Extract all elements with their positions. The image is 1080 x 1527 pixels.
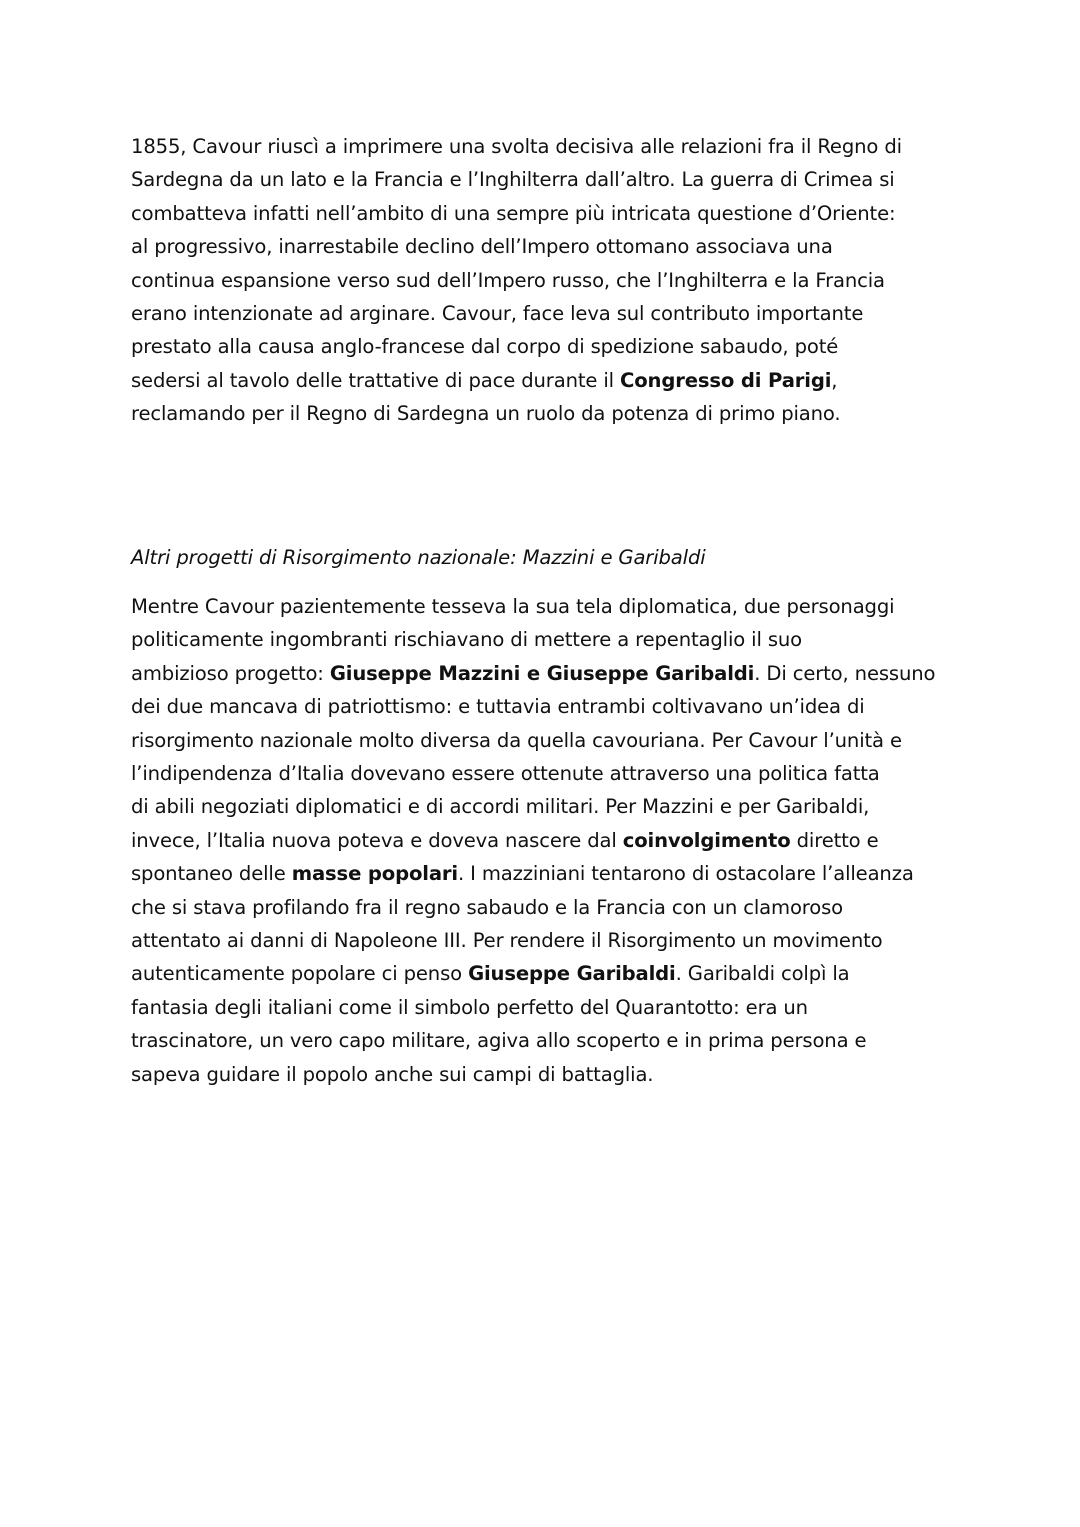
- text-line: [131, 163, 961, 196]
- text-line: [131, 297, 961, 330]
- text-line: [131, 724, 961, 757]
- text-line: [131, 991, 961, 1024]
- text-run: al progressivo, inarrestabile declino dell’Impero ottomano associava una: [131, 235, 833, 259]
- text-line: [131, 197, 961, 230]
- text-run: attentato ai danni di Napoleone III. Per rendere il Risorgimento un movimento: [131, 929, 883, 953]
- bold-text: masse popolari: [291, 862, 458, 886]
- text-line: [131, 364, 961, 397]
- text-run: Mentre Cavour pazientemente tesseva la sua tela diplomatica, due personaggi: [131, 595, 895, 618]
- text-line: [131, 957, 961, 990]
- text-run: reclamando per il Regno di Sardegna un ruolo da potenza di primo piano.: [131, 402, 841, 426]
- text-run: combatteva infatti nell’ambito di una sempre più intricata questione d’Oriente:: [131, 201, 896, 225]
- text-line: [131, 330, 961, 363]
- text-line: [131, 757, 961, 790]
- text-line: [131, 657, 961, 690]
- text-run: invece, l’Italia nuova poteva e doveva nascere dal: [131, 828, 623, 852]
- text-run: prestato alla causa anglo-francese dal corpo di spedizione sabaudo, poté: [131, 335, 839, 359]
- text-line: [131, 230, 961, 263]
- bold-text: coinvolgimento: [622, 828, 791, 852]
- text-line: [131, 590, 961, 623]
- text-run: spontaneo delle: [131, 862, 292, 886]
- text-line: [131, 1024, 961, 1057]
- paragraph-mazzini-garibaldi: [131, 590, 961, 1091]
- text-run: . Garibaldi colpì la: [675, 962, 850, 986]
- bold-text: Giuseppe Mazzini e Giuseppe Garibaldi: [329, 661, 755, 685]
- text-line: [131, 264, 961, 297]
- text-run: fantasia degli italiani come il simbolo perfetto del Quarantotto: era un: [131, 995, 808, 1019]
- text-run: di abili negoziati diplomatici e di accordi militari. Per Mazzini e per Garibaldi,: [131, 795, 870, 819]
- text-line: [131, 857, 961, 890]
- text-run: erano intenzionate ad arginare. Cavour, face leva sul contributo importante: [131, 302, 864, 326]
- text-line: [131, 790, 961, 823]
- text-run: l’indipendenza d’Italia dovevano essere ottenute attraverso una politica fatta: [131, 762, 880, 786]
- text-run: sapeva guidare il popolo anche sui campi di battaglia.: [131, 1062, 654, 1086]
- text-run: Sardegna da un lato e la Francia e l’Inghilterra dall’altro. La guerra di Crimea si: [131, 168, 895, 192]
- paragraph-congresso-di-parigi: [131, 130, 961, 431]
- text-run: . I mazziniani tentarono di ostacolare l’alleanza: [457, 862, 914, 886]
- bold-text: Congresso di Parigi: [620, 368, 832, 392]
- text-run: risorgimento nazionale molto diversa da quella cavouriana. Per Cavour l’unità e: [131, 728, 902, 752]
- text-line: [131, 397, 961, 430]
- text-run: . Di certo, nessuno: [754, 661, 936, 685]
- text-run: diretto e: [790, 828, 879, 852]
- text-run: 1855, Cavour riuscì a imprimere una svolta decisiva alle relazioni fra il Regno di: [131, 135, 902, 158]
- text-line: [131, 924, 961, 957]
- text-run: politicamente ingombranti rischiavano di mettere a repentaglio il suo: [131, 628, 802, 652]
- text-run: continua espansione verso sud dell’Impero russo, che l’Inghilterra e la Francia: [131, 268, 885, 292]
- text-line: [131, 130, 961, 163]
- text-run: ambizioso progetto:: [131, 661, 330, 685]
- section-heading: Altri progetti di Risorgimento nazionale: Mazzini e Garibaldi: [131, 546, 706, 569]
- bold-text: Giuseppe Garibaldi: [468, 962, 676, 986]
- text-line: [131, 824, 961, 857]
- text-run: dei due mancava di patriottismo: e tuttavia entrambi coltivavano un’idea di: [131, 695, 865, 719]
- text-run: trascinatore, un vero capo militare, agiva allo scoperto e in prima persona e: [131, 1029, 867, 1053]
- text-run: che si stava profilando fra il regno sabaudo e la Francia con un clamoroso: [131, 895, 844, 919]
- text-line: [131, 1058, 961, 1091]
- text-run: sedersi al tavolo delle trattative di pace durante il: [131, 368, 621, 392]
- text-run: ,: [831, 368, 838, 392]
- text-line: [131, 690, 961, 723]
- text-line: [131, 891, 961, 924]
- text-line: [131, 623, 961, 656]
- text-run: autenticamente popolare ci penso: [131, 962, 469, 986]
